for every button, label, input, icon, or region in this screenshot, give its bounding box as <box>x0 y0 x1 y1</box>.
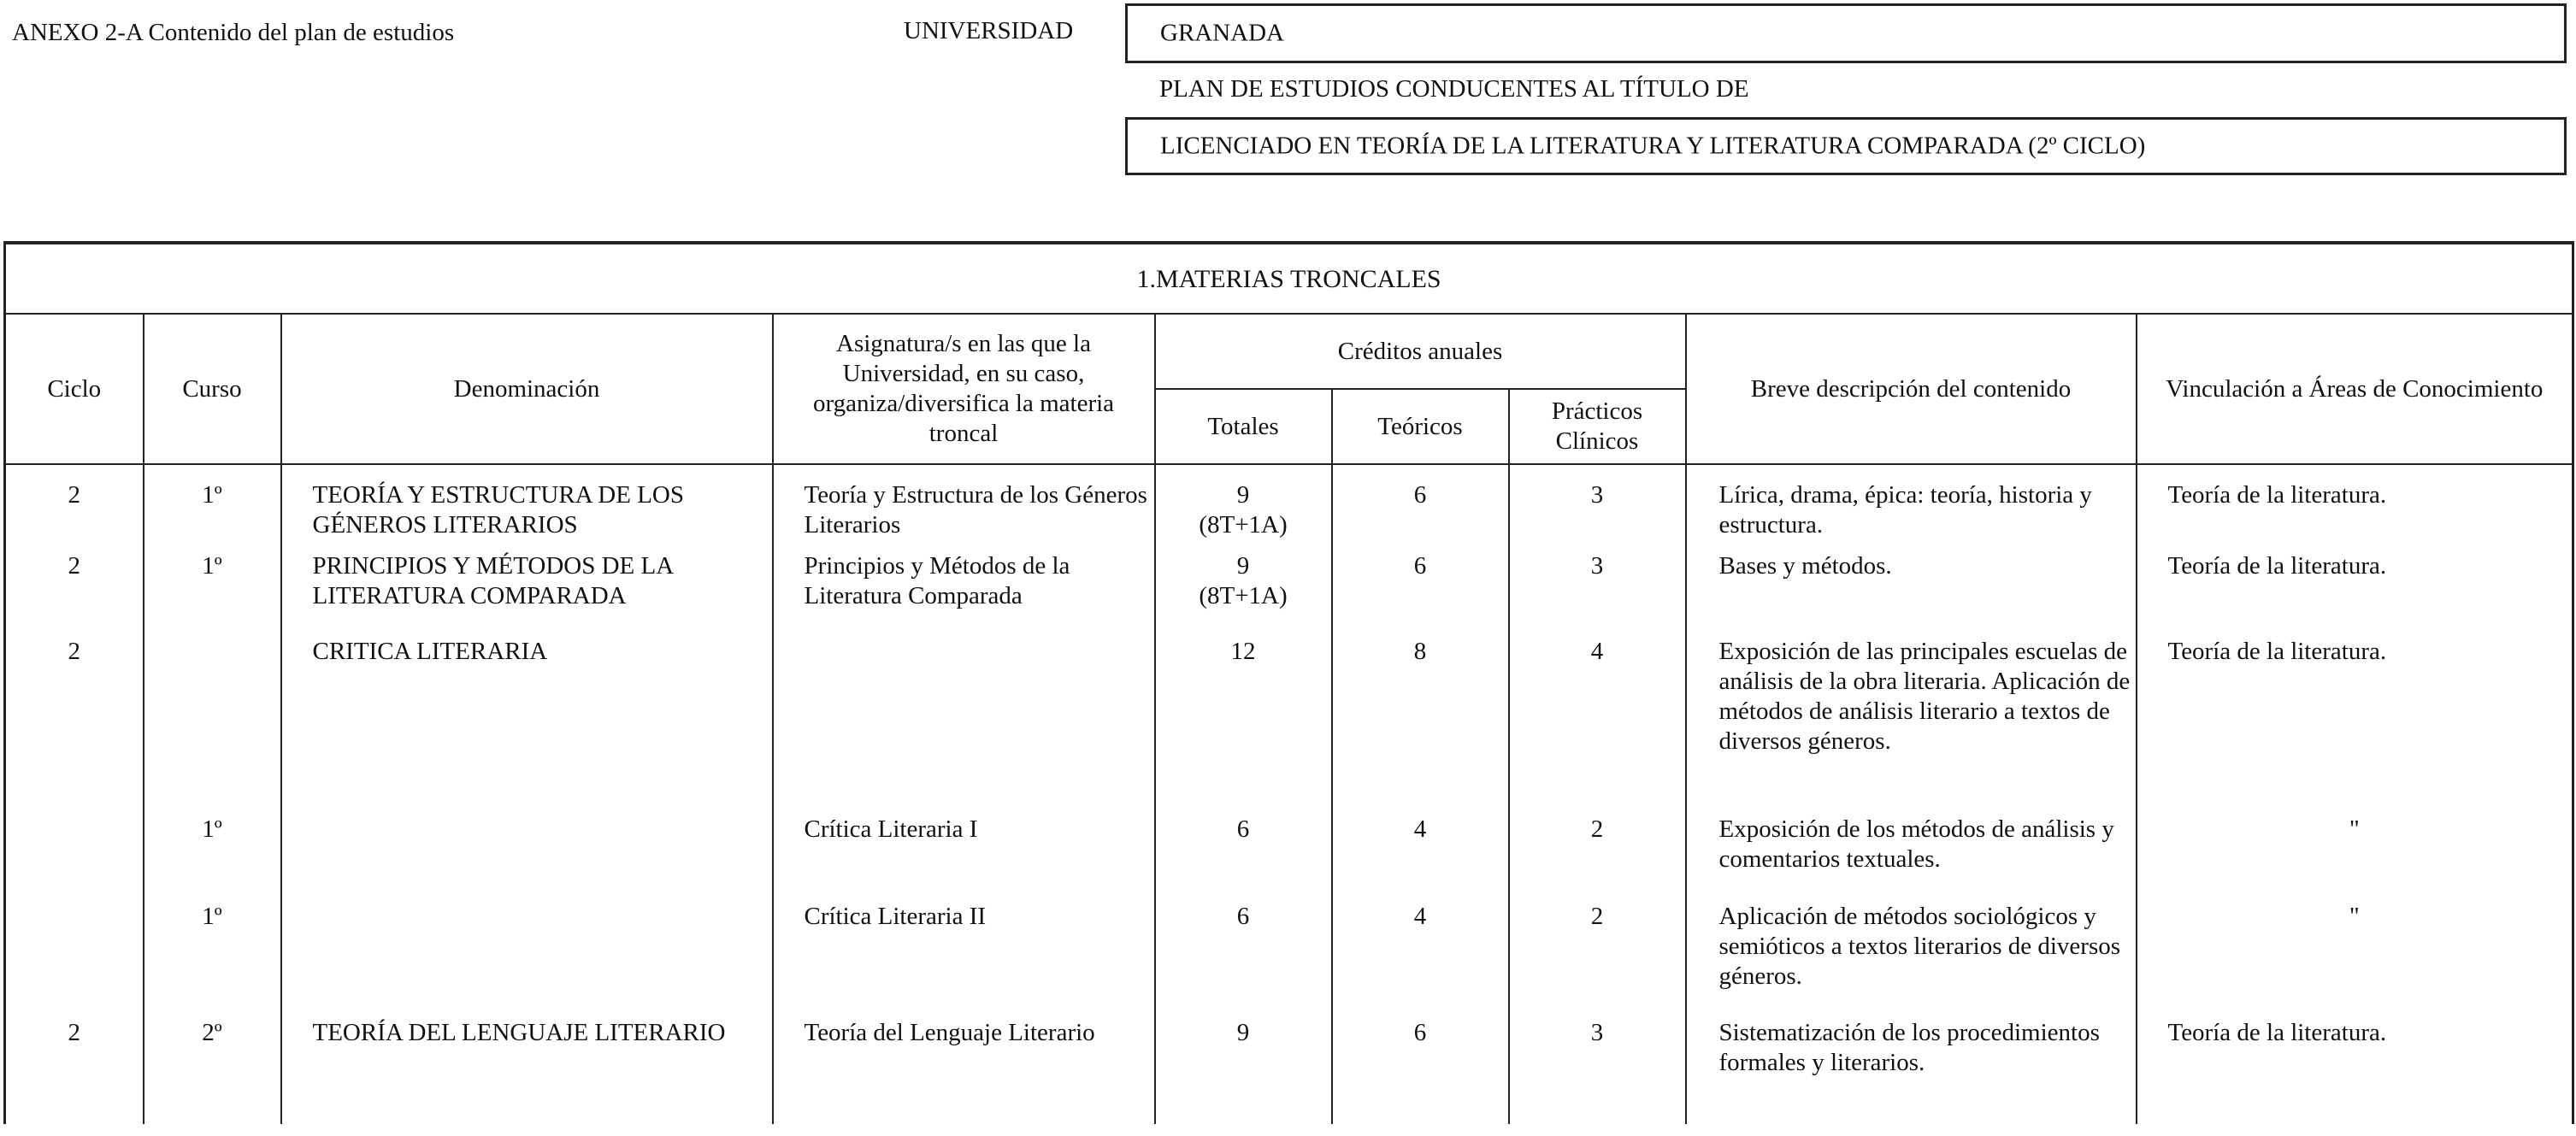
table-row <box>5 897 2573 1013</box>
annex-title: ANEXO 2-A Contenido del plan de estudios <box>12 19 455 46</box>
cell-totales: 6 <box>1155 809 1332 897</box>
cell-practicos: 4 <box>1509 632 1686 809</box>
cell-totales: 6 <box>1155 897 1332 1013</box>
cell-ciclo: 2 <box>5 632 144 809</box>
cell-practicos: 2 <box>1509 809 1686 897</box>
cell-ciclo <box>5 809 144 897</box>
cell-curso: 1º <box>144 464 281 546</box>
cell-curso: 2º <box>144 1013 281 1124</box>
cell-asignatura: Crítica Literaria I <box>773 809 1155 897</box>
cell-denominacion: CRITICA LITERARIA <box>281 632 773 809</box>
cell-denominacion: PRINCIPIOS Y MÉTODOS DE LA LITERATURA COMPARADA <box>281 546 773 632</box>
cell-descripcion: Exposición de los métodos de análisis y comentarios textuales. <box>1686 809 2137 897</box>
cell-asignatura <box>773 632 1155 809</box>
cell-vinculacion: Teoría de la literatura. <box>2137 546 2573 632</box>
cell-curso <box>144 632 281 809</box>
totales-value: 9 <box>1236 481 1250 509</box>
university-name: GRANADA <box>1160 19 1284 47</box>
cell-teoricos: 6 <box>1332 546 1509 632</box>
cell-descripcion: Sistematización de los procedimientos formales y literarios. <box>1686 1013 2137 1124</box>
header-practicos: Prácticos Clínicos <box>1509 389 1686 464</box>
cell-totales <box>1155 464 1332 546</box>
cell-descripcion: Bases y métodos. <box>1686 546 2137 632</box>
cell-vinculacion: Teoría de la literatura. <box>2137 1013 2573 1124</box>
cell-asignatura: Teoría del Lenguaje Literario <box>773 1013 1155 1124</box>
degree-title-box <box>1125 117 2567 175</box>
cell-denominacion: TEORÍA Y ESTRUCTURA DE LOS GÉNEROS LITERARIOS <box>281 464 773 546</box>
header-ciclo: Ciclo <box>5 314 144 464</box>
header-creditos: Créditos anuales <box>1155 314 1686 389</box>
cell-teoricos: 6 <box>1332 1013 1509 1124</box>
cell-teoricos: 8 <box>1332 632 1509 809</box>
cell-totales: 9 <box>1155 1013 1332 1124</box>
cell-denominacion <box>281 809 773 897</box>
cell-asignatura: Teoría y Estructura de los Géneros Literarios <box>773 464 1155 546</box>
cell-asignatura: Principios y Métodos de la Literatura Comparada <box>773 546 1155 632</box>
university-name-box <box>1125 3 2567 63</box>
cell-ciclo: 2 <box>5 464 144 546</box>
degree-title: LICENCIADO EN TEORÍA DE LA LITERATURA Y LITERATURA COMPARADA (2º CICLO) <box>1160 132 2146 160</box>
header-vinculacion: Vinculación a Áreas de Conocimiento <box>2137 314 2573 464</box>
cell-asignatura: Crítica Literaria II <box>773 897 1155 1013</box>
totales-detail: (8T+1A) <box>1199 511 1288 539</box>
cell-vinculacion: " <box>2137 897 2573 1013</box>
header-descripcion: Breve descripción del contenido <box>1686 314 2137 464</box>
materias-troncales-table <box>3 241 2574 1124</box>
cell-denominacion <box>281 897 773 1013</box>
table-row <box>5 809 2573 897</box>
cell-ciclo <box>5 897 144 1013</box>
table-row <box>5 632 2573 809</box>
cell-practicos: 2 <box>1509 897 1686 1013</box>
table-row <box>5 464 2573 546</box>
table-row <box>5 546 2573 632</box>
header-denominacion: Denominación <box>281 314 773 464</box>
cell-curso: 1º <box>144 546 281 632</box>
table-row <box>5 1013 2573 1124</box>
totales-detail: (8T+1A) <box>1199 582 1288 609</box>
header-asignatura: Asignatura/s en las que la Universidad, en su caso, organiza/diversifica la materia troncal <box>773 314 1155 464</box>
cell-vinculacion: Teoría de la literatura. <box>2137 632 2573 809</box>
header-totales: Totales <box>1155 389 1332 464</box>
plan-label: PLAN DE ESTUDIOS CONDUCENTES AL TÍTULO DE <box>1159 75 1749 103</box>
cell-totales <box>1155 546 1332 632</box>
cell-vinculacion: " <box>2137 809 2573 897</box>
cell-practicos: 3 <box>1509 464 1686 546</box>
section-title: 1.MATERIAS TRONCALES <box>5 243 2573 314</box>
cell-teoricos: 4 <box>1332 897 1509 1013</box>
totales-value: 9 <box>1236 552 1250 580</box>
cell-totales: 12 <box>1155 632 1332 809</box>
cell-ciclo: 2 <box>5 546 144 632</box>
cell-practicos: 3 <box>1509 546 1686 632</box>
university-label: UNIVERSIDAD <box>904 17 1074 44</box>
cell-practicos: 3 <box>1509 1013 1686 1124</box>
header-curso: Curso <box>144 314 281 464</box>
cell-descripcion: Aplicación de métodos sociológicos y semióticos a textos literarios de diversos géneros. <box>1686 897 2137 1013</box>
cell-vinculacion: Teoría de la literatura. <box>2137 464 2573 546</box>
cell-curso: 1º <box>144 809 281 897</box>
cell-ciclo: 2 <box>5 1013 144 1124</box>
cell-teoricos: 4 <box>1332 809 1509 897</box>
cell-descripcion: Lírica, drama, épica: teoría, historia y estructura. <box>1686 464 2137 546</box>
cell-curso: 1º <box>144 897 281 1013</box>
cell-denominacion: TEORÍA DEL LENGUAJE LITERARIO <box>281 1013 773 1124</box>
header-teoricos: Teóricos <box>1332 389 1509 464</box>
cell-teoricos: 6 <box>1332 464 1509 546</box>
cell-descripcion: Exposición de las principales escuelas de análisis de la obra literaria. Aplicación de métodos de análisis literario a textos de diversos géneros. <box>1686 632 2137 809</box>
